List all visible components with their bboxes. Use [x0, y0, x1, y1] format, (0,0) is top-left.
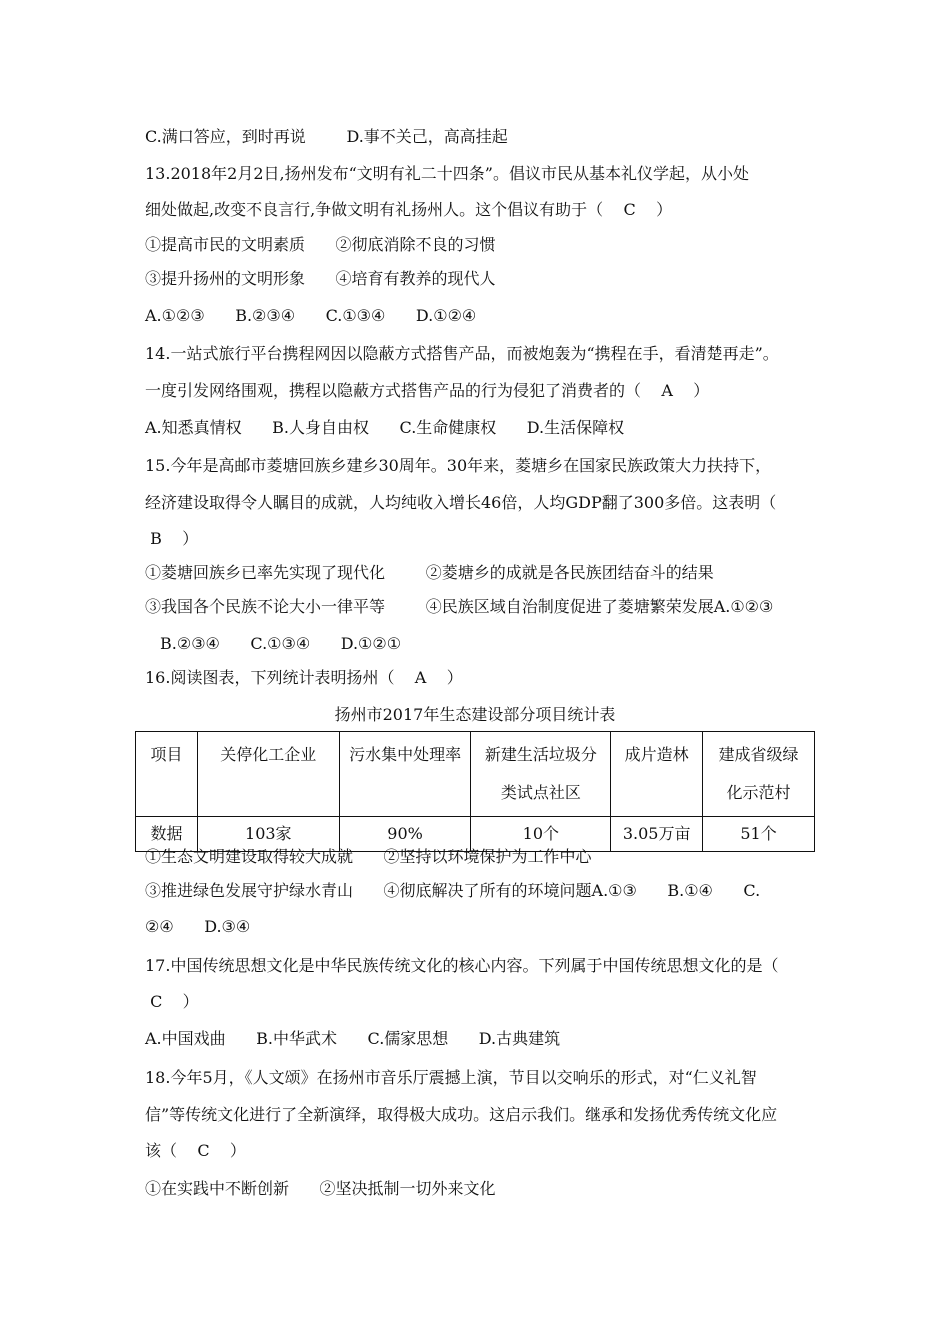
- text-line: C.满口答应，到时再说 D.事不关己，高高挂起: [145, 127, 508, 146]
- text-line: 15.今年是高邮市菱塘回族乡建乡30周年。30年来，菱塘乡在国家民族政策大力扶持下，: [145, 456, 772, 475]
- table-header-cell: 新建生活垃圾分 类试点社区: [471, 732, 611, 817]
- text-line: B.②③④ C.①③④ D.①②①: [160, 634, 402, 653]
- text-line: 一度引发网络围观，携程以隐蔽方式搭售产品的行为侵犯了消费者的（ A ）: [145, 381, 710, 400]
- text-line: C ）: [145, 992, 199, 1011]
- text-line: 经济建设取得令人瞩目的成就，人均纯收入增长46倍，人均GDP翻了300多倍。这表明（: [145, 493, 777, 512]
- text-line: 13.2018年2月2日,扬州发布“文明有礼二十四条”。倡议市民从基本礼仪学起，从小处: [145, 164, 749, 183]
- table-row-label: 数据: [136, 817, 198, 852]
- text-line: 信”等传统文化进行了全新演绎，取得极大成功。这启示我们。继承和发扬优秀传统文化应: [145, 1105, 778, 1124]
- table-data-cell: 3.05万亩: [611, 817, 703, 852]
- table-header-cell: 污水集中处理率: [339, 732, 471, 817]
- table-header-cell: 建成省级绿 化示范村: [703, 732, 815, 817]
- text-line: 16.阅读图表，下列统计表明扬州（ A ）: [145, 668, 463, 687]
- text-line: 该（ C ）: [145, 1141, 246, 1160]
- text-line: ①菱塘回族乡已率先实现了现代化 ②菱塘乡的成就是各民族团结奋斗的结果: [145, 563, 714, 582]
- table-caption: 扬州市2017年生态建设部分项目统计表: [334, 705, 616, 724]
- text-line: 17.中国传统思想文化是中华民族传统文化的核心内容。下列属于中国传统思想文化的是（: [145, 956, 779, 975]
- table-row-label: 项目: [136, 732, 198, 817]
- table-data-cell: 51个: [703, 817, 815, 852]
- text-line: 细处做起,改变不良言行,争做文明有礼扬州人。这个倡议有助于（ C ）: [145, 200, 673, 219]
- text-line: 14.一站式旅行平台携程网因以隐蔽方式搭售产品，而被炮轰为“携程在手，看清楚再走”。: [145, 344, 779, 363]
- text-line: ③我国各个民族不论大小一律平等 ④民族区域自治制度促进了菱塘繁荣发展A.①②③: [145, 597, 774, 616]
- table-data-cell: 90%: [339, 817, 471, 852]
- text-line: ③推进绿色发展守护绿水青山 ④彻底解决了所有的环境问题A.①③ B.①④ C.: [145, 881, 761, 900]
- text-line: A.中国戏曲 B.中华武术 C.儒家思想 D.古典建筑: [145, 1029, 561, 1048]
- table-data-cell: 103家: [197, 817, 339, 852]
- text-line: A.①②③ B.②③④ C.①③④ D.①②④: [145, 306, 477, 325]
- text-line: ①生态文明建设取得较大成就 ②坚持以环境保护为工作中心: [145, 847, 592, 866]
- text-line: 18.今年5月，《人文颂》在扬州市音乐厅震撼上演，节目以交响乐的形式，对“仁义礼智: [145, 1068, 757, 1087]
- table-data-row: [136, 817, 815, 852]
- ecology-statistics-table: [135, 731, 815, 852]
- text-line: ①在实践中不断创新 ②坚决抵制一切外来文化: [145, 1179, 496, 1198]
- table-header-cell: 关停化工企业: [197, 732, 339, 817]
- text-line: ③提升扬州的文明形象 ④培育有教养的现代人: [145, 269, 496, 288]
- text-line: B ）: [145, 529, 199, 548]
- text-line: ①提高市民的文明素质 ②彻底消除不良的习惯: [145, 235, 496, 254]
- table-header-row: [136, 732, 815, 817]
- table-data-cell: 10个: [471, 817, 611, 852]
- text-line: A.知悉真情权 B.人身自由权 C.生命健康权 D.生活保障权: [145, 418, 625, 437]
- table-header-cell: 成片造林: [611, 732, 703, 817]
- text-line: ②④ D.③④: [145, 917, 251, 936]
